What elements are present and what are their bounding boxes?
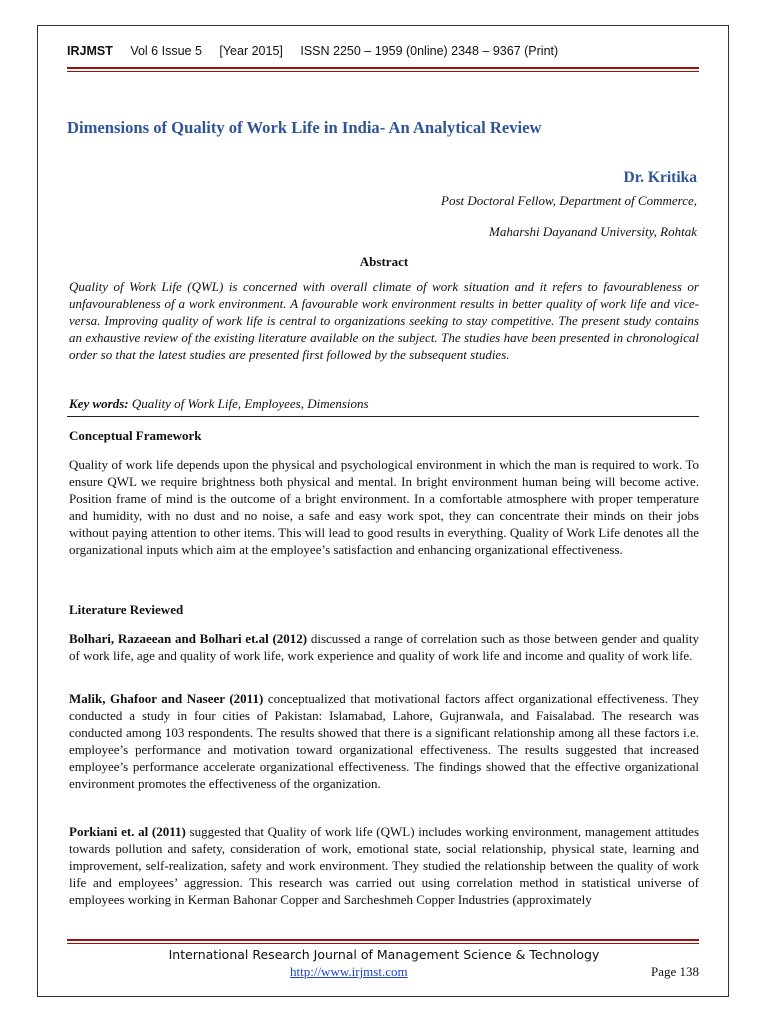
keywords-text: Quality of Work Life, Employees, Dimensions: [128, 396, 369, 411]
literature-citation: Bolhari, Razaeean and Bolhari et.al (2012): [69, 631, 308, 646]
footer-rule-thin: [67, 943, 699, 944]
header-rule-thin: [67, 71, 699, 72]
section-heading-literature: Literature Reviewed: [69, 602, 184, 617]
keywords: [69, 395, 699, 412]
literature-text: discussed a range of correlation such as those between gender and quality of work life, age and quality of work life, work experience and quality of work life and income and quality of work life.: [69, 631, 699, 663]
header-volume: Vol 6 Issue 5: [130, 44, 202, 58]
footer-url-link[interactable]: http://www.irjmst.com: [290, 964, 408, 979]
section-heading-conceptual: Conceptual Framework: [69, 428, 202, 443]
literature-item: [69, 630, 699, 664]
author-name: Dr. Kritika: [623, 169, 697, 186]
author-affiliation-university: Maharshi Dayanand University, Rohtak: [489, 224, 697, 239]
keywords-label: Key words:: [69, 396, 129, 411]
literature-item: [69, 823, 699, 908]
header-journal: IRJMST: [67, 44, 113, 58]
literature-citation: Malik, Ghafoor and Naseer (2011): [69, 691, 264, 706]
abstract-heading: Abstract: [359, 254, 409, 269]
conceptual-paragraph: Quality of work life depends upon the physical and psychological environment in which the man is required to work. To ensure QWL we require brightness both physical and mental. In bright environment human being will become active. Position frame of mind is the outcome of a bright environment. In a comfortable atmosphere with proper temperature and humidity, with no dust and no noise, a safe and easy work spot, they can concentrate their minds on their jobs without paying attention to other items. This will lead to good results in everything. Quality of Work Life denotes all the organizational inputs which aim at the employee’s satisfaction and enhancing organizational effectiveness.: [69, 457, 699, 557]
header-rule: [67, 67, 699, 69]
abstract-body: Quality of Work Life (QWL) is concerned with overall climate of work situation and it refers to favourableness or unfavourableness of a work environment. A favourable work environment results in better quality of work life and vice-versa. Improving quality of work life is central to organizations seeking to stay competitive. The present study contains an exhaustive review of the existing literature available on the subject. The studies have been presented in chronological order so that the latest studies are presented first followed by the subsequent studies.: [69, 279, 699, 362]
header-year: [Year 2015]: [219, 44, 283, 58]
literature-item: [69, 690, 699, 792]
footer-rule: [67, 939, 699, 941]
paper-title: Dimensions of Quality of Work Life in India- An Analytical Review: [67, 118, 542, 137]
literature-citation: Porkiani et. al (2011): [69, 824, 186, 839]
footer-journal-name: International Research Journal of Management Science & Technology: [168, 947, 600, 962]
literature-text: conceptualized that motivational factors affect organizational effectiveness. They conducted a study in four cities of Pakistan: Islamabad, Lahore, Gujranwala, and Faisalabad. The research was conducted among 103 respondents. The results showed that there is a significant relationship among all these factors i.e. employee’s performance and motivation toward organizational effectiveness. The results suggested that increased employee’s performance accelerate organizational effectiveness. The findings showed that the effective organizational environment promotes the effectiveness of the organization.: [69, 691, 699, 791]
author-affiliation-department: Post Doctoral Fellow, Department of Commerce,: [441, 193, 697, 208]
running-header: [67, 44, 717, 58]
keywords-divider: [67, 416, 699, 417]
literature-text: suggested that Quality of work life (QWL) includes working environment, management attitudes towards pollution and safety, consideration of work, emotional state, social relationship, physical state, learning and improvement, self-realization, safety and work environment. They studied the relationship between the quality of work life and employees’ aggression. This research was carried out using correlation method in statistical universe of employees working in Kerman Bahonar Copper and Sarcheshmeh Copper Industries (approximately: [69, 824, 700, 907]
page-number: Page 138: [650, 964, 699, 979]
header-issn: ISSN 2250 – 1959 (0nline) 2348 – 9367 (Print): [300, 44, 559, 58]
